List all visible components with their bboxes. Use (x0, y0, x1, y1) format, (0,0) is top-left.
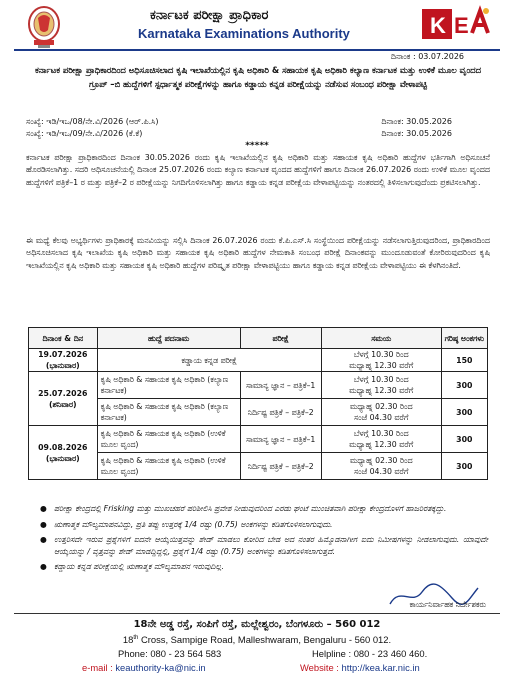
time-end: ಸಂಜೆ 04.30 ವರೆಗೆ (353, 467, 409, 476)
note-text: ಋಣಾತ್ಮಕ ಮೌಲ್ಯಮಾಪನವಿದ್ದು, ಪ್ರತಿ ತಪ್ಪು ಉತ್ತರಕ್ಕೆ 1/4 ರಷ್ಟು (0.75) ಅಂಕಗಳನ್ನು ಕಡಿತಗೊಳಿಸಲಾಗುವುದು. (54, 519, 333, 529)
marks-cell: 300 (441, 453, 487, 480)
date-cell (29, 349, 98, 372)
exam-schedule-table (28, 327, 488, 480)
footer-phone: Phone: 080 - 23 564 583 (118, 648, 222, 659)
marks-cell: 150 (441, 349, 487, 372)
signatory-title: ಕಾರ್ಯನಿರ್ವಾಹಕ ನಿರ್ದೇಶಕರು (409, 600, 486, 609)
table-row (29, 349, 488, 372)
website-prefix: Website : (300, 662, 342, 673)
website-link[interactable]: http://kea.kar.nic.in (341, 662, 420, 673)
time-start: ಬೆಳಗ್ಗೆ 10.30 ರಿಂದ (353, 350, 409, 359)
subject-line: ಕರ್ನಾಟಕ ಪರೀಕ್ಷಾ ಪ್ರಾಧಿಕಾರದಿಂದ ಅಧಿಸೂಚಿಸಲಾದ ಕೃಷಿ ಇಲಾಖೆಯಲ್ಲಿನ ಕೃಷಿ ಅಧಿಕಾರಿ & ಸಹಾಯಕ ಕೃಷಿ ಅಧಿಕಾರಿ ಕಲ್ಯಾಣ ಕರ್ನಾಟಕ ಮತ್ತು ಉಳಿಕೆ ಮೂಲ ವೃಂದದ ಗ್ರೂಪ್ –ಬಿ ಹುದ್ದೆಗಳಿಗೆ ಸ್ಪರ್ಧಾತ್ಮಕ ಪರೀಕ್ಷೆಗಳನ್ನು ಹಾಗೂ ಕಡ್ಡಾಯ ಕನ್ನಡ ಪರೀಕ್ಷೆಯನ್ನು ನಡೆಸುವ ಸಂಬಂಧ ಪರೀಕ್ಷಾ ವೇಳಾಪಟ್ಟಿ (35, 65, 481, 89)
body-paragraph-2: ಈ ಮಧ್ಯೆ ಕೆಲವು ಅಭ್ಯರ್ಥಿಗಳು ಪ್ರಾಧಿಕಾರಕ್ಕೆ ಮನವಿಯನ್ನು ಸಲ್ಲಿಸಿ ದಿನಾಂಕ 26.07.2026 ರಂದು ಕೆ.ಪಿ.ಎಸ್.ಸಿ ಸಂಸ್ಥೆಯಿಂದ ಪರೀಕ್ಷೆಯನ್ನು ನಡೆಸಲಾಗುತ್ತಿರುವುದರಿಂದ, ಪ್ರಾಧಿಕಾರದಿಂದ ಅಧಿಸೂಚಿಸಲಾದ ಕೃಷಿ ಇಲಾಖೆಯ ಕೃಷಿ ಅಧಿಕಾರಿ ಮತ್ತು ಸಹಾಯಕ ಕೃಷಿ ಅಧಿಕಾರಿ ಹುದ್ದೆಗಳ ನೇಮಕಾತಿ ಸಂಬಂಧ ಪರೀಕ್ಷೆ ದಿನಾಂಕವನ್ನು ಮುಂದೂಡುವಂತೆ ಕೋರಿರುವುದರಿಂದ ಕೃಷಿ ಇಲಾಖೆಯಲ್ಲಿನ ಕೃಷಿ ಅಧಿಕಾರಿ ಮತ್ತು ಸಹಾಯಕ ಕೃಷಿ ಅಧಿಕಾರಿ ಹುದ್ದೆಗಳ ಪರಿಷ್ಕೃತ ಪರೀಕ್ಷಾ ವೇಳಾಪಟ್ಟಿಯು ಹಾಗೂ ಕಡ್ಡಾಯ ಕನ್ನಡ ಪರೀಕ್ಷೆಯ ವೇಳಾಪಟ್ಟಿಯು ಈ ಕೆಳಗಿನಂತಿದೆ. (26, 236, 490, 270)
exam-day: (ಭಾನುವಾರ) (45, 453, 80, 463)
paper-cell: ನಿರ್ದಿಷ್ಟ ಪತ್ರಿಕೆ – ಪತ್ರಿಕೆ–2 (240, 399, 321, 426)
date-cell (29, 426, 98, 480)
column-header-post: ಹುದ್ದೆ ಪದನಾಮ (97, 328, 240, 349)
column-header-paper: ಪರೀಕ್ಷೆ (240, 328, 321, 349)
time-cell (321, 426, 441, 453)
time-end: ಸಂಜೆ 04.30 ವರೆಗೆ (353, 413, 409, 422)
time-end: ಮಧ್ಯಾಹ್ನ 12.30 ವರೆಗೆ (349, 361, 414, 370)
note-text: ಕಡ್ಡಾಯ ಕನ್ನಡ ಪರೀಕ್ಷೆಯಲ್ಲಿ ಋಣಾತ್ಮಕ ಮೌಲ್ಯಮಾಪನ ಇರುವುದಿಲ್ಲ. (54, 562, 224, 572)
section-separator: ***** (245, 141, 269, 151)
reference-number-1: ಸಂಖ್ಯೆ: ಇಡಿ/ಇಒ/08/ನೇ.ವಿ/2026 (ಆರ್.ಪಿ.ಸಿ) (26, 117, 159, 126)
time-start: ಬೆಳಗ್ಗೆ 10.30 ರಿಂದ (353, 429, 409, 438)
reference-number-2: ಸಂಖ್ಯೆ: ಇಡಿ/ಇಒ/09/ನೇ.ವಿ/2026 (ಕೆ.ಕೆ) (26, 129, 143, 138)
time-cell (321, 453, 441, 480)
footer-divider (14, 613, 500, 614)
bullet-icon: ● (40, 504, 47, 513)
reference-date-2: ದಿನಾಂಕ: 30.05.2026 (381, 129, 452, 138)
exam-date: 19.07.2026 (38, 350, 88, 359)
bullet-icon: ● (40, 535, 47, 545)
time-start: ಬೆಳಗ್ಗೆ 10.30 ರಿಂದ (353, 375, 409, 384)
note-text: ಉತ್ತರಿಸದೇ ಇರುವ ಪ್ರಶ್ನೆಗಳಿಗೆ ಐದನೇ ಆಯ್ಕೆಯಿತ್ತವನ್ನು ಶೇಡ್ ಮಾಡಲು ಕೋರಿದ ಬೇಡ ಅದ ನಂತರ ಹಿಮ್ಮೊಡನಾಗೀಗ ಐದು ನಿಮೀಷಗಳನ್ನು ನೀಡಲಾಗುವುದು. ಯಾವುದೇ ಆಯ್ಕೆಯನ್ನು / ವೃತ್ತವನ್ನು ಶೇಡ್ ಮಾಡದ್ದಿದ್ದಲ್ಲಿ, ಪ್ರಶ್ನೆಗೆ 1/4 ರಷ್ಟು (0.75) ಅಂಕಗಳನ್ನು ಕಡಿತಗೊಳಿಸಲಾಗುತ್ತದೆ. (54, 535, 488, 556)
time-start: ಮಧ್ಯಾಹ್ನ 02.30 ರಿಂದ (349, 402, 413, 411)
paper-cell: ಸಾಮಾನ್ಯ ಜ್ಞಾನ – ಪತ್ರಿಕೆ–1 (240, 426, 321, 453)
table-row (29, 399, 488, 426)
time-cell (321, 349, 441, 372)
paper-cell: ನಿರ್ದಿಷ್ಟ ಪತ್ರಿಕೆ – ಪತ್ರಿಕೆ–2 (240, 453, 321, 480)
date-cell (29, 372, 98, 426)
kea-logo (420, 3, 496, 49)
bullet-icon: ● (40, 562, 47, 572)
footer-address-kannada: 18ನೇ ಅಡ್ಡ ರಸ್ತೆ, ಸಂಪಿಗೆ ರಸ್ತೆ, ಮಲ್ಲೇಶ್ವರಂ, ಬೆಂಗಳೂರು – 560 012 (133, 619, 381, 630)
exam-day: (ಭಾನುವಾರ) (45, 361, 80, 370)
post-cell: ಕೃಷಿ ಅಧಿಕಾರಿ & ಸಹಾಯಕ ಕೃಷಿ ಅಧಿಕಾರಿ (ಕಲ್ಯಾಣ ಕರ್ನಾಟಕ) (97, 399, 240, 426)
reference-date-1: ದಿನಾಂಕ: 30.05.2026 (381, 117, 452, 126)
post-cell: ಕೃಷಿ ಅಧಿಕಾರಿ & ಸಹಾಯಕ ಕೃಷಿ ಅಧಿಕಾರಿ (ಕಲ್ಯಾಣ ಕರ್ನಾಟಕ) (97, 372, 240, 399)
table-row (29, 426, 488, 453)
karnataka-emblem-icon (24, 4, 64, 50)
notice-date: ದಿನಾಂಕ : 03.07.2026 (390, 52, 464, 61)
post-cell: ಕಡ್ಡಾಯ ಕನ್ನಡ ಪರೀಕ್ಷೆ (97, 349, 321, 372)
email-link[interactable]: keauthority-ka@nic.in (115, 662, 206, 673)
time-end: ಮಧ್ಯಾಹ್ನ 12.30 ವರೆಗೆ (349, 386, 414, 395)
footer-website (300, 662, 420, 673)
paper-cell: ಸಾಮಾನ್ಯ ಜ್ಞಾನ – ಪತ್ರಿಕೆ–1 (240, 372, 321, 399)
header-title-english: Karnataka Examinations Authority (138, 26, 350, 41)
header-title-kannada: ಕರ್ನಾಟಕ ಪರೀಕ್ಷಾ ಪ್ರಾಧಿಕಾರ (150, 8, 269, 23)
note-item (40, 561, 488, 573)
time-end: ಮಧ್ಯಾಹ್ನ 12.30 ವರೆಗೆ (349, 440, 414, 449)
email-prefix: e-mail : (82, 662, 116, 673)
body-paragraph-1: ಕರ್ನಾಟಕ ಪರೀಕ್ಷಾ ಪ್ರಾಧಿಕಾರದಿಂದ ದಿನಾಂಕ 30.05.2026 ರಂದು ಕೃಷಿ ಇಲಾಖೆಯಲ್ಲಿನ ಕೃಷಿ ಅಧಿಕಾರಿ ಮತ್ತು ಸಹಾಯಕ ಕೃಷಿ ಅಧಿಕಾರಿ ಹುದ್ದೆಗಳ ಭರ್ತಿಗಾಗಿ ಅಧಿಸೂಚನೆ ಹೊರಡಿಸಲಾಗಿತ್ತು. ಸದರಿ ಅಧಿಸೂಚನೆಯಲ್ಲಿ ದಿನಾಂಕ 25.07.2026 ರಂದು ಕಲ್ಯಾಣ ಕರ್ನಾಟಕ ವೃಂದದ ಹುದ್ದೆಗಳಿಗೆ ಹಾಗೂ ದಿನಾಂಕ 26.07.2026 ರಂದು ಉಳಿಕೆ ಮೂಲ ವೃಂದದ ಹುದ್ದೆಗಳಿಗೆ ಪತ್ರಿಕೆ–1 ರ ಮತ್ತು ಪತ್ರಿಕೆ–2 ರ ಪರೀಕ್ಷೆಯನ್ನು ನಿಗದಿಗೊಳಿಸಲಾಗಿತ್ತು ಹಾಗೂ ಕಡ್ಡಾಯ ಕನ್ನಡ ಪರೀಕ್ಷೆಯ ವೇಳಾಪಟ್ಟಿಯನ್ನು ನಂತರದಲ್ಲಿ ತಿಳಿಸಲಾಗುವುದೆಂದು ಪ್ರಕಟಿಸಲಾಗಿತ್ತು. (26, 153, 490, 187)
exam-date: 25.07.2026 (38, 388, 88, 398)
time-start: ಮಧ್ಯಾಹ್ನ 02.30 ರಿಂದ (349, 456, 413, 465)
table-row (29, 453, 488, 480)
exam-date: 09.08.2026 (38, 442, 88, 452)
post-cell: ಕೃಷಿ ಅಧಿಕಾರಿ & ಸಹಾಯಕ ಕೃಷಿ ಅಧಿಕಾರಿ (ಉಳಿಕೆ ಮೂಲ ವೃಂದ) (97, 426, 240, 453)
note-item (40, 519, 488, 531)
column-header-date: ದಿನಾಂಕ & ದಿನ (29, 328, 98, 349)
bullet-icon: ● (40, 519, 47, 529)
table-header-row (29, 328, 488, 349)
svg-text:K: K (430, 13, 446, 38)
footer-helpline: Helpline : 080 - 23 460 460. (312, 648, 428, 659)
table-row (29, 372, 488, 399)
note-item (40, 503, 488, 515)
notes-list (40, 503, 488, 577)
time-cell (321, 372, 441, 399)
marks-cell: 300 (441, 399, 487, 426)
note-text: ಪರೀಕ್ಷಾ ಕೇಂದ್ರದಲ್ಲಿ Frisking ಮತ್ತು ಮುಖಚಹರೆ ಪರಿಶೀಲಿಸಿ ಪ್ರವೇಶ ನೀಡುವುದರಿಂದ ಎರಡು ಘಂಟೆ ಮುಂಚಿತವಾಗಿ ಪರೀಕ್ಷಾ ಕೇಂದ್ರದೊಳಗೆ ಹಾಜರಿರತಕ್ಕದ್ದು. (54, 504, 447, 513)
marks-cell: 300 (441, 372, 487, 399)
exam-day: (ಶನಿವಾರ) (48, 399, 77, 409)
svg-text:E: E (454, 13, 469, 38)
marks-cell: 300 (441, 426, 487, 453)
footer-email (82, 662, 206, 673)
header-divider (14, 49, 500, 51)
column-header-marks: ಗರಿಷ್ಠ ಅಂಕಗಳು (441, 328, 487, 349)
note-item (40, 534, 488, 557)
footer-address-english: 18th Cross, Sampige Road, Malleshwaram, Bengaluru - 560 012. (122, 634, 392, 645)
column-header-time: ಸಮಯ (321, 328, 441, 349)
post-cell: ಕೃಷಿ ಅಧಿಕಾರಿ & ಸಹಾಯಕ ಕೃಷಿ ಅಧಿಕಾರಿ (ಉಳಿಕೆ ಮೂಲ ವೃಂದ) (97, 453, 240, 480)
time-cell (321, 399, 441, 426)
